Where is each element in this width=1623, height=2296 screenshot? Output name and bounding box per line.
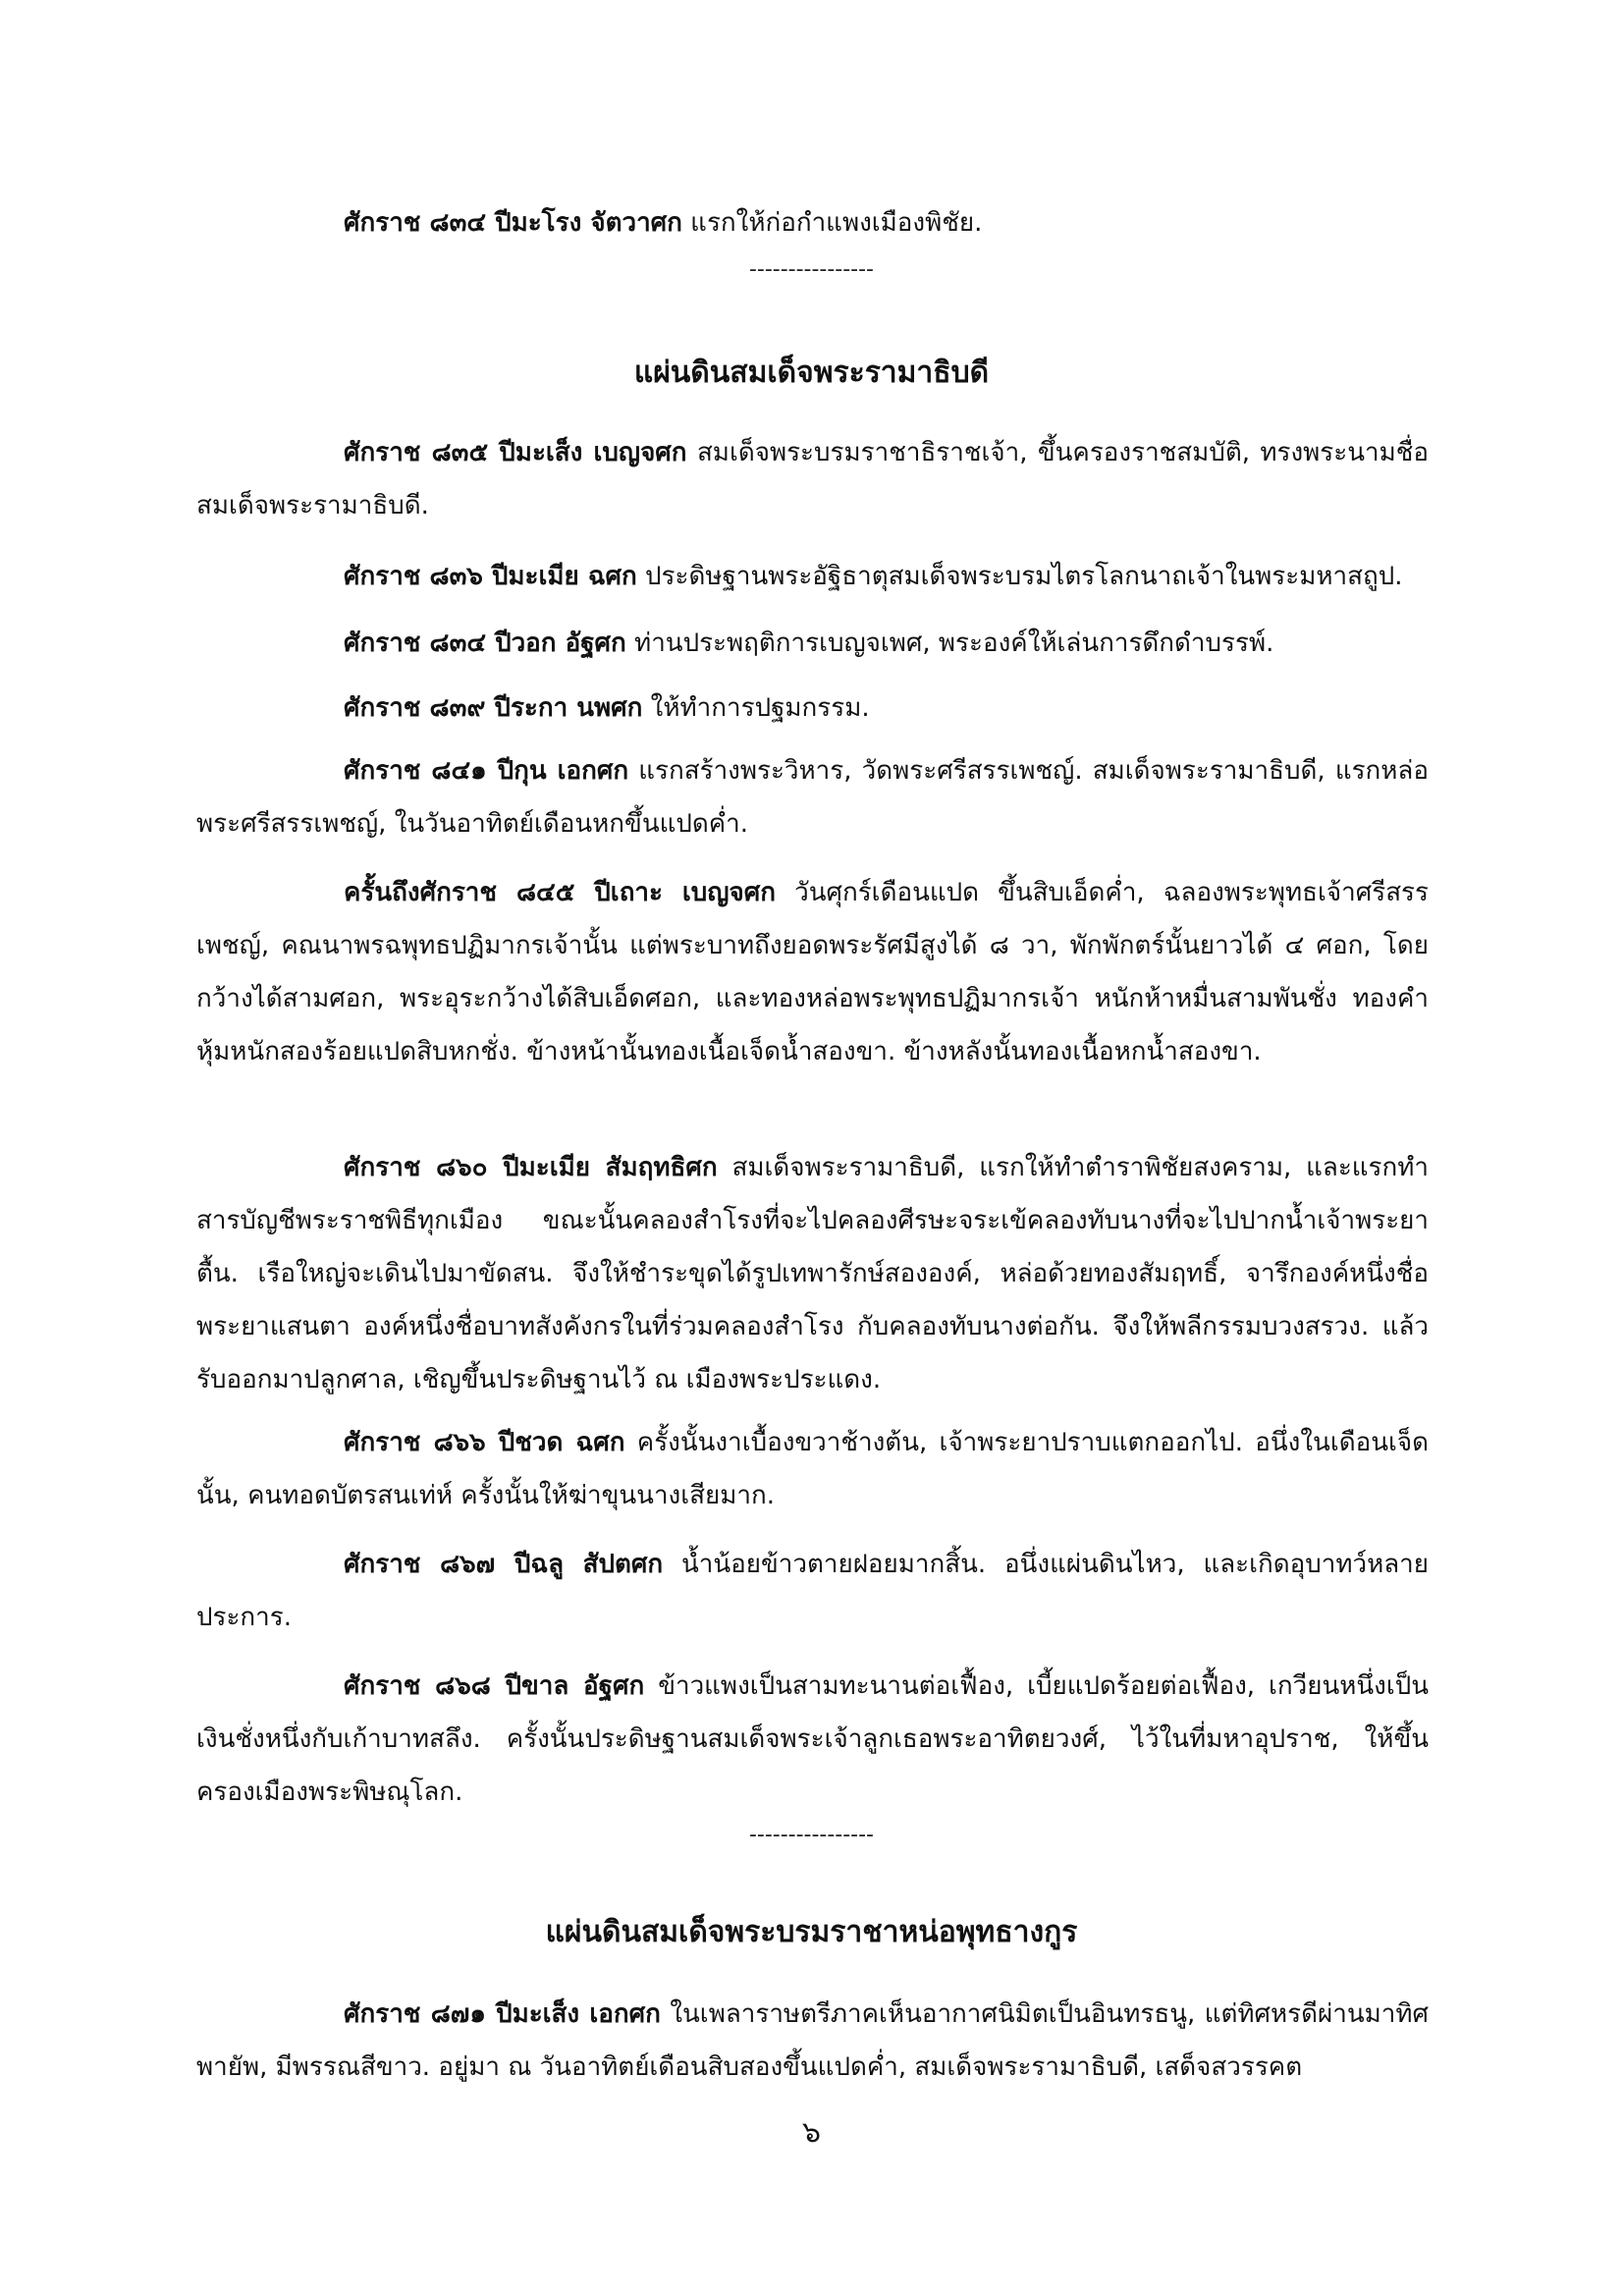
entry-text: ท่านประพฤติการเบญจเพศ, พระองค์ให้เล่นการดึกดำบรรพ์. — [625, 629, 1274, 658]
entry-lead: ศักราช ๘๓๔ ปีวอก อัฐศก — [344, 629, 626, 658]
section-divider: ---------------- — [748, 257, 874, 282]
entry-lead: ศักราช ๘๖๐ ปีมะเมีย สัมฤทธิศก — [344, 1153, 718, 1182]
entry-text: สมเด็จพระบรมราชาธิราชเจ้า, ขึ้นครองราชสมบัติ, ทรงพระนามชื่อสมเด็จพระรามาธิบดี. — [196, 438, 1429, 520]
chronicle-entry — [196, 866, 1429, 1078]
chronicle-entry — [196, 1416, 1429, 1522]
entry-lead: ศักราช ๘๗๑ ปีมะเส็ง เอกศก — [344, 1999, 661, 2029]
entry-lead: ครั้นถึงศักราช ๘๔๕ ปีเถาะ เบญจศก — [344, 878, 776, 907]
entry-text: น้ำน้อยข้าวตายฝอยมากสิ้น. อนึ่งแผ่นดินไหว, และเกิดอุบาทว์หลายประการ. — [196, 1550, 1429, 1632]
section-heading: แผ่นดินสมเด็จพระรามาธิบดี — [633, 355, 990, 390]
chronicle-entry — [196, 426, 1429, 532]
chronicle-entry — [196, 550, 1429, 603]
chronicle-entry — [196, 1538, 1429, 1644]
entry-text: ให้ทำการปฐมกรรม. — [642, 693, 870, 723]
entry-lead: ศักราช ๘๓๔ ปีมะโรง จัตวาศก — [344, 208, 682, 238]
section-heading: แผ่นดินสมเด็จพระบรมราชาหน่อพุทธางกูร — [545, 1915, 1078, 1949]
entry-lead: ศักราช ๘๖๗ ปีฉลู สัปตศก — [344, 1550, 664, 1579]
chronicle-entry — [196, 1988, 1429, 2094]
chronicle-entry — [196, 1660, 1429, 1819]
page-number: ๖ — [801, 2115, 822, 2150]
section-divider: ---------------- — [748, 1823, 874, 1847]
entry-text: ข้าวแพงเป็นสามทะนานต่อเฟื้อง, เบี้ยแปดร้อยต่อเฟื้อง, เกวียนหนึ่งเป็นเงินชั่งหนึ่งกับเก้าบาทสลึง. ครั้งนั้นประดิษฐานสมเด็จพระเจ้าลูกเธอพระอาทิตยวงศ์, ไว้ในที่มหาอุปราช, ให้ขึ้นครองเมืองพระพิษณุโลก. — [196, 1671, 1429, 1807]
chronicle-entry — [196, 617, 1429, 670]
entry-lead: ศักราช ๘๓๙ ปีระกา นพศก — [344, 693, 643, 723]
entry-text: ในเพลาราษตรีภาคเห็นอากาศนิมิตเป็นอินทรธนู, แต่ทิศหรดีผ่านมาทิศพายัพ, มีพรรณสีขาว. อยู่มา ณ วันอาทิตย์เดือนสิบสองขึ้นแปดค่ำ, สมเด็จพระรามาธิบดี, เสด็จสวรรคต — [196, 1999, 1429, 2082]
chronicle-entry — [196, 1141, 1429, 1406]
entry-lead: ศักราช ๘๓๕ ปีมะเส็ง เบญจศก — [344, 438, 687, 467]
chronicle-entry — [196, 196, 1429, 249]
chronicle-entry — [196, 682, 1429, 735]
chronicle-entry — [196, 744, 1429, 850]
entry-lead: ศักราช ๘๖๖ ปีชวด ฉศก — [344, 1428, 625, 1457]
entry-lead: ศักราช ๘๖๘ ปีขาล อัฐศก — [344, 1671, 645, 1701]
entry-lead: ศักราช ๘๓๖ ปีมะเมีย ฉศก — [344, 562, 637, 591]
entry-text: ครั้งนั้นงาเบื้องขวาช้างต้น, เจ้าพระยาปราบแตกออกไป. อนึ่งในเดือนเจ็ดนั้น, คนทอดบัตรสนเท่ห์ ครั้งนั้นให้ฆ่าขุนนางเสียมาก. — [196, 1428, 1429, 1510]
entry-text: วันศุกร์เดือนแปด ขึ้นสิบเอ็ดค่ำ, ฉลองพระพุทธเจ้าศรีสรรเพชญ์, คณนาพรฉพุทธปฏิมากรเจ้านั้น แต่พระบาทถึงยอดพระรัศมีสูงได้ ๘ วา, พักพักตร์นั้นยาวได้ ๔ ศอก, โดยกว้างได้สามศอก, พระอุระกว้างได้สิบเอ็ดศอก, และทองหล่อพระพุทธปฏิมากรเจ้า หนักห้าหมื่นสามพันชั่ง ทองคำหุ้มหนักสองร้อยแปดสิบหกชั่ง. ข้างหน้านั้นทองเนื้อเจ็ดน้ำสองขา. ข้างหลังนั้นทองเนื้อหกน้ำสองขา. — [196, 878, 1429, 1066]
entry-text: ประดิษฐานพระอัฐิธาตุสมเด็จพระบรมไตรโลกนาถเจ้าในพระมหาสถูป. — [636, 562, 1403, 591]
entry-lead: ศักราช ๘๔๑ ปีกุน เอกศก — [344, 756, 629, 786]
entry-text: แรกสร้างพระวิหาร, วัดพระศรีสรรเพชญ์. สมเด็จพระรามาธิบดี, แรกหล่อพระศรีสรรเพชญ์, ในวันอาทิตย์เดือนหกขึ้นแปดค่ำ. — [196, 756, 1429, 839]
entry-text: สมเด็จพระรามาธิบดี, แรกให้ทำตำราพิชัยสงคราม, และแรกทำสารบัญชีพระราชพิธีทุกเมือง ขณะนั้นคลองสำโรงที่จะไปคลองศีรษะจระเข้คลองทับนางที่จะไปปากน้ำเจ้าพระยาตื้น. เรือใหญ่จะเดินไปมาขัดสน. จึงให้ชำระขุดได้รูปเทพารักษ์สององค์, หล่อด้วยทองสัมฤทธิ์, จารึกองค์หนึ่งชื่อพระยาแสนตา องค์หนึ่งชื่อบาทสังคังกรในที่ร่วมคลองสำโรง กับคลองทับนางต่อกัน. จึงให้พลีกรรมบวงสรวง. แล้วรับออกมาปลูกศาล, เชิญขึ้นประดิษฐานไว้ ณ เมืองพระประแดง. — [196, 1153, 1430, 1394]
entry-text: แรกให้ก่อกำแพงเมืองพิชัย. — [681, 208, 983, 238]
